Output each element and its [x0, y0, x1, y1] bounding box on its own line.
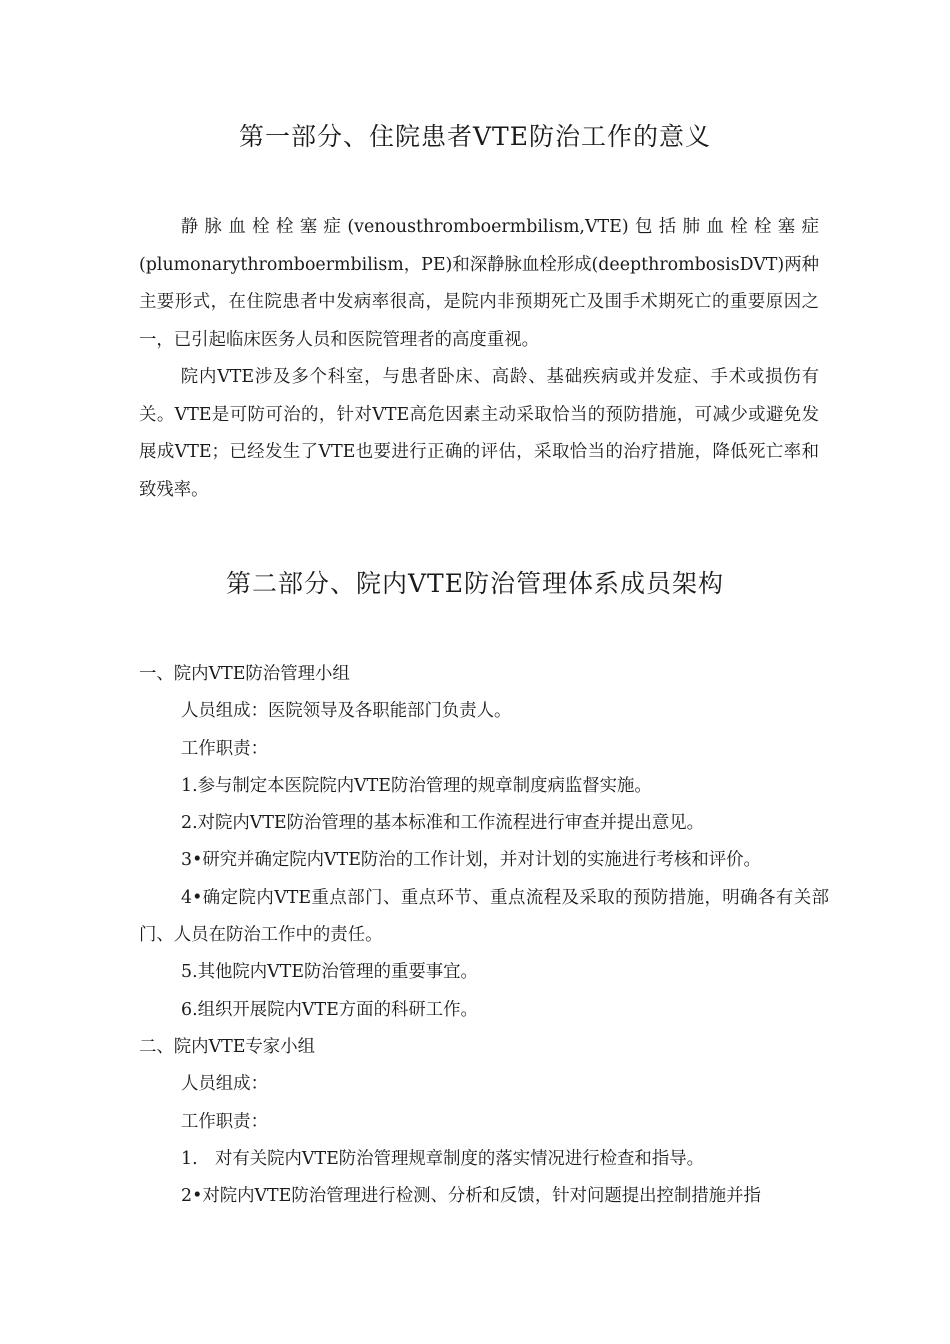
part1-paragraph-1: 静脉血栓栓塞症(venousthromboermbilism,VTE)包括肺血栓栓塞症(plumonarythromboermbilism，PE)和深静脉血栓形成(deepthrombosisDVT)两种主要形式，在住院患者中发病率很高，是院内非预期死亡及围手术期死亡的重要原因之一，已引起临床医务人员和医院管理者的高度重视。: [139, 217, 819, 350]
group1-members: 人员组成：医院领导及各职能部门负责人。: [181, 701, 512, 722]
group1-duty-5: 5.其他院内VTE防治管理的重要事宜。: [181, 962, 478, 983]
part1-paragraph-2: 院内VTE涉及多个科室，与患者卧床、高龄、基础疾病或并发症、手术或损伤有关。VTE是可防可治的，针对VTE高危因素主动采取恰当的预防措施，可减少或避免发展成VTE；已经发生了VTE也要进行正确的评估，采取恰当的治疗措施，降低死亡率和致残率。: [139, 367, 819, 500]
group1-duty-6: 6.组织开展院内VTE方面的科研工作。: [181, 999, 478, 1020]
group2-duty-1: 1. 对有关院内VTE防治管理规章制度的落实情况进行检查和指导。: [181, 1148, 704, 1169]
group1-heading: 一、院内VTE防治管理小组: [139, 664, 350, 684]
group1-duty-3: 3•研究并确定院内VTE防治的工作计划，并对计划的实施进行考核和评价。: [181, 850, 761, 871]
group1-duty-4: 4•确定院内VTE重点部门、重点环节、重点流程及采取的预防措施，明确各有关部门、人员在防治工作中的责任。: [139, 887, 829, 946]
group2-duty-2: 2•对院内VTE防治管理进行检测、分析和反馈，针对问题提出控制措施并指: [181, 1186, 761, 1207]
group2-duties-label: 工作职责：: [181, 1111, 268, 1132]
part2-body: [139, 656, 829, 1215]
group2-heading: 二、院内VTE专家小组: [139, 1036, 315, 1057]
group1-duty-1: 1.参与制定本医院院内VTE防治管理的规章制度病监督实施。: [181, 775, 652, 796]
group2-members: 人员组成：: [181, 1074, 268, 1095]
part1-title: 第一部分、住院患者VTE防治工作的意义: [239, 122, 711, 151]
group1-duties-label: 工作职责：: [181, 738, 268, 759]
group1-duty-2: 2.对院内VTE防治管理的基本标准和工作流程进行审查并提出意见。: [181, 813, 704, 834]
part2-title: 第二部分、院内VTE防治管理体系成员架构: [226, 569, 724, 598]
